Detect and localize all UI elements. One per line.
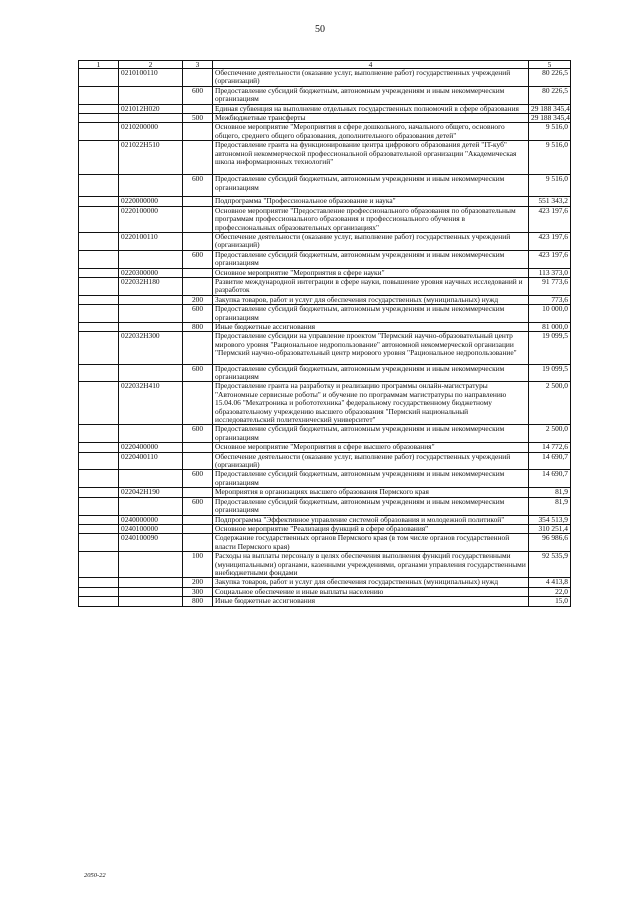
amount-cell: 310 251,4 [529,524,571,533]
amount-cell: 423 197,6 [529,250,571,268]
expense-type-cell: 600 [183,250,213,268]
amount-cell: 9 516,0 [529,141,571,175]
table-row [79,470,571,488]
csr-code-cell [119,587,183,596]
table-row [79,382,571,425]
empty-cell [79,552,119,578]
csr-code-cell [119,552,183,578]
empty-cell [79,175,119,197]
amount-cell: 10 000,0 [529,305,571,323]
csr-code-cell [119,597,183,606]
csr-code-cell [119,86,183,104]
empty-cell [79,69,119,87]
item-name-cell: Содержание государственных органов Пермского края (в том числе органов государственной власти Пермского края) [213,534,529,552]
csr-code-cell: 0220300000 [119,268,183,277]
item-name-cell: Предоставление субсидий бюджетным, автономным учреждениям и иным некоммерческим организациям [213,250,529,268]
csr-code-cell: 0240100000 [119,524,183,533]
item-name-cell: Основное мероприятие "Мероприятия в сфере высшего образования" [213,443,529,452]
amount-cell: 113 373,0 [529,268,571,277]
expense-type-cell [183,515,213,524]
expense-type-cell [183,197,213,206]
item-name-cell: Предоставление субсидий бюджетным, автономным учреждениям и иным некоммерческим организациям [213,364,529,382]
amount-cell: 423 197,6 [529,206,571,232]
empty-cell [79,452,119,470]
expense-type-cell: 800 [183,597,213,606]
item-name-cell: Предоставление субсидии на управление проектом "Пермский научно-образовательный центр мирового уровня "Рациональное недропользование" автономной некоммерческой организации "Пермский научно-образовательный центр мирового уровня "Рациональное недропользование" [213,332,529,364]
table-row [79,488,571,497]
table-row [79,69,571,87]
item-name-cell: Социальное обеспечение и иные выплаты населению [213,587,529,596]
item-name-cell: Подпрограмма "Эффективное управление системой образования и молодежной политикой" [213,515,529,524]
csr-code-cell: 0210200000 [119,123,183,141]
amount-cell: 14 690,7 [529,452,571,470]
expense-type-cell [183,268,213,277]
amount-cell: 15,0 [529,597,571,606]
empty-cell [79,597,119,606]
item-name-cell: Предоставление субсидий бюджетным, автономным учреждениям и иным некоммерческим организациям [213,425,529,443]
expense-type-cell [183,206,213,232]
amount-cell: 423 197,6 [529,232,571,250]
expense-type-cell: 800 [183,322,213,331]
table-row [79,364,571,382]
table-row [79,250,571,268]
empty-cell [79,497,119,515]
expense-type-cell: 600 [183,364,213,382]
csr-code-cell [119,497,183,515]
expense-type-cell [183,123,213,141]
table-row [79,552,571,578]
item-name-cell: Основное мероприятие "Мероприятия в сфере дошкольного, начального общего, основного общего, среднего общего образования, дополнительного образования детей" [213,123,529,141]
amount-cell: 29 188 345,4 [529,104,571,113]
csr-code-cell: 021012Н020 [119,104,183,113]
expense-type-cell [183,443,213,452]
empty-cell [79,114,119,123]
empty-cell [79,470,119,488]
expense-type-cell [183,382,213,425]
expense-type-cell [183,332,213,364]
expense-type-cell: 500 [183,114,213,123]
csr-code-cell: 022042Н190 [119,488,183,497]
item-name-cell: Обеспечение деятельности (оказание услуг, выполнение работ) государственных учреждений (организаций) [213,452,529,470]
item-name-cell: Предоставление субсидий бюджетным, автономным учреждениям и иным некоммерческим организациям [213,175,529,197]
csr-code-cell: 0210100110 [119,69,183,87]
csr-code-cell: 022032Н300 [119,332,183,364]
expense-type-cell: 600 [183,470,213,488]
expense-type-cell: 200 [183,578,213,587]
column-number-2: 2 [119,61,183,69]
item-name-cell: Предоставление гранта на функционирование центра цифрового образования детей "IT-куб" автономной некоммерческой профессиональной образовательной организации "Академическая школа информационных технологий" [213,141,529,175]
csr-code-cell: 022032Н410 [119,382,183,425]
empty-cell [79,123,119,141]
amount-cell: 2 500,0 [529,382,571,425]
table-row [79,206,571,232]
table-row [79,515,571,524]
table-row [79,578,571,587]
amount-cell: 22,0 [529,587,571,596]
table-row [79,305,571,323]
empty-cell [79,524,119,533]
item-name-cell: Основное мероприятие "Мероприятия в сфере науки" [213,268,529,277]
budget-table [78,60,571,607]
table-row [79,587,571,596]
table-row [79,175,571,197]
column-number-4: 4 [213,61,529,69]
amount-cell: 29 188 345,4 [529,114,571,123]
csr-code-cell [119,175,183,197]
empty-cell [79,206,119,232]
item-name-cell: Закупка товаров, работ и услуг для обеспечения государственных (муниципальных) нужд [213,295,529,304]
empty-cell [79,364,119,382]
table-row [79,197,571,206]
empty-cell [79,305,119,323]
empty-cell [79,197,119,206]
item-name-cell: Развитие международной интеграции в сфере науки, повышение уровня научных исследований и разработок [213,277,529,295]
csr-code-cell: 0220400000 [119,443,183,452]
empty-cell [79,382,119,425]
table-row [79,86,571,104]
csr-code-cell [119,305,183,323]
empty-cell [79,268,119,277]
page-number: 50 [315,24,325,35]
empty-cell [79,104,119,113]
amount-cell: 92 535,9 [529,552,571,578]
amount-cell: 91 773,6 [529,277,571,295]
amount-cell: 9 516,0 [529,175,571,197]
expense-type-cell [183,232,213,250]
item-name-cell: Предоставление субсидий бюджетным, автономным учреждениям и иным некоммерческим организациям [213,86,529,104]
expense-type-cell: 300 [183,587,213,596]
empty-cell [79,141,119,175]
csr-code-cell: 0220100000 [119,206,183,232]
table-row [79,141,571,175]
expense-type-cell: 600 [183,175,213,197]
expense-type-cell [183,141,213,175]
item-name-cell: Основное мероприятие "Предоставление профессионального образования по образовательным программам профессионального образования и профессионального обучения в профессиональных образовательных организациях" [213,206,529,232]
csr-code-cell: 0240000000 [119,515,183,524]
column-number-5: 5 [529,61,571,69]
csr-code-cell: 0240100090 [119,534,183,552]
empty-cell [79,277,119,295]
empty-cell [79,425,119,443]
csr-code-cell [119,578,183,587]
table-row [79,443,571,452]
table-row [79,497,571,515]
expense-type-cell [183,69,213,87]
table-row [79,104,571,113]
expense-type-cell [183,488,213,497]
csr-code-cell: 021022Н510 [119,141,183,175]
item-name-cell: Предоставление субсидий бюджетным, автономным учреждениям и иным некоммерческим организациям [213,497,529,515]
item-name-cell: Закупка товаров, работ и услуг для обеспечения государственных (муниципальных) нужд [213,578,529,587]
empty-cell [79,295,119,304]
empty-cell [79,443,119,452]
expense-type-cell: 600 [183,305,213,323]
expense-type-cell: 100 [183,552,213,578]
amount-cell: 2 500,0 [529,425,571,443]
table-row [79,332,571,364]
amount-cell: 19 099,5 [529,332,571,364]
table-row [79,534,571,552]
column-number-3: 3 [183,61,213,69]
amount-cell: 9 516,0 [529,123,571,141]
amount-cell: 19 099,5 [529,364,571,382]
table-row [79,277,571,295]
item-name-cell: Мероприятия в организациях высшего образования Пермского края [213,488,529,497]
csr-code-cell [119,295,183,304]
amount-cell: 4 413,8 [529,578,571,587]
csr-code-cell: 022032Н180 [119,277,183,295]
table-row [79,232,571,250]
empty-cell [79,578,119,587]
amount-cell: 14 690,7 [529,470,571,488]
item-name-cell: Предоставление субсидий бюджетным, автономным учреждениям и иным некоммерческим организациям [213,470,529,488]
item-name-cell: Расходы на выплаты персоналу в целях обеспечения выполнения функций государственными (муниципальными) органами, казенными учреждениями, органами управления государственными внебюджетными фондами [213,552,529,578]
amount-cell: 354 513,9 [529,515,571,524]
item-name-cell: Единая субвенция на выполнение отдельных государственных полномочий в сфере образования [213,104,529,113]
expense-type-cell: 200 [183,295,213,304]
csr-code-cell: 0220400110 [119,452,183,470]
expense-type-cell [183,534,213,552]
amount-cell: 773,6 [529,295,571,304]
item-name-cell: Иные бюджетные ассигнования [213,597,529,606]
expense-type-cell: 600 [183,425,213,443]
amount-cell: 81,9 [529,488,571,497]
item-name-cell: Основное мероприятие "Реализация функций в сфере образования" [213,524,529,533]
item-name-cell: Межбюджетные трансферты [213,114,529,123]
table-row [79,452,571,470]
csr-code-cell: 0220100110 [119,232,183,250]
csr-code-cell [119,250,183,268]
expense-type-cell [183,452,213,470]
empty-cell [79,488,119,497]
amount-cell: 80 226,5 [529,86,571,104]
expense-type-cell: 600 [183,86,213,104]
amount-cell: 96 986,6 [529,534,571,552]
item-name-cell: Иные бюджетные ассигнования [213,322,529,331]
empty-cell [79,332,119,364]
footer-code: 2050-22 [84,872,106,879]
csr-code-cell: 0220000000 [119,197,183,206]
expense-type-cell [183,277,213,295]
item-name-cell: Предоставление субсидий бюджетным, автономным учреждениям и иным некоммерческим организациям [213,305,529,323]
expense-type-cell: 600 [183,497,213,515]
empty-cell [79,322,119,331]
table-row [79,597,571,606]
item-name-cell: Обеспечение деятельности (оказание услуг, выполнение работ) государственных учреждений (организаций) [213,232,529,250]
empty-cell [79,515,119,524]
amount-cell: 81 000,0 [529,322,571,331]
expense-type-cell [183,524,213,533]
amount-cell: 551 343,2 [529,197,571,206]
empty-cell [79,534,119,552]
item-name-cell: Подпрограмма "Профессиональное образование и наука" [213,197,529,206]
empty-cell [79,587,119,596]
table-body [79,69,571,607]
amount-cell: 14 772,6 [529,443,571,452]
amount-cell: 81,9 [529,497,571,515]
table-row [79,123,571,141]
empty-cell [79,232,119,250]
csr-code-cell [119,425,183,443]
csr-code-cell [119,364,183,382]
item-name-cell: Обеспечение деятельности (оказание услуг, выполнение работ) государственных учреждений (организаций) [213,69,529,87]
csr-code-cell [119,470,183,488]
column-number-1: 1 [79,61,119,69]
item-name-cell: Предоставление гранта на разработку и реализацию программы онлайн-магистратуры "Автономные сервисные роботы" и обучение по программам магистратуры по направлению 15.04.06 "Мехатроника и робототехника" федеральному государственному бюджетному образовательному учреждению высшего образования "Пермский национальный исследовательский политехнический университет" [213,382,529,425]
amount-cell: 80 226,5 [529,69,571,87]
empty-cell [79,86,119,104]
table-row [79,425,571,443]
empty-cell [79,250,119,268]
